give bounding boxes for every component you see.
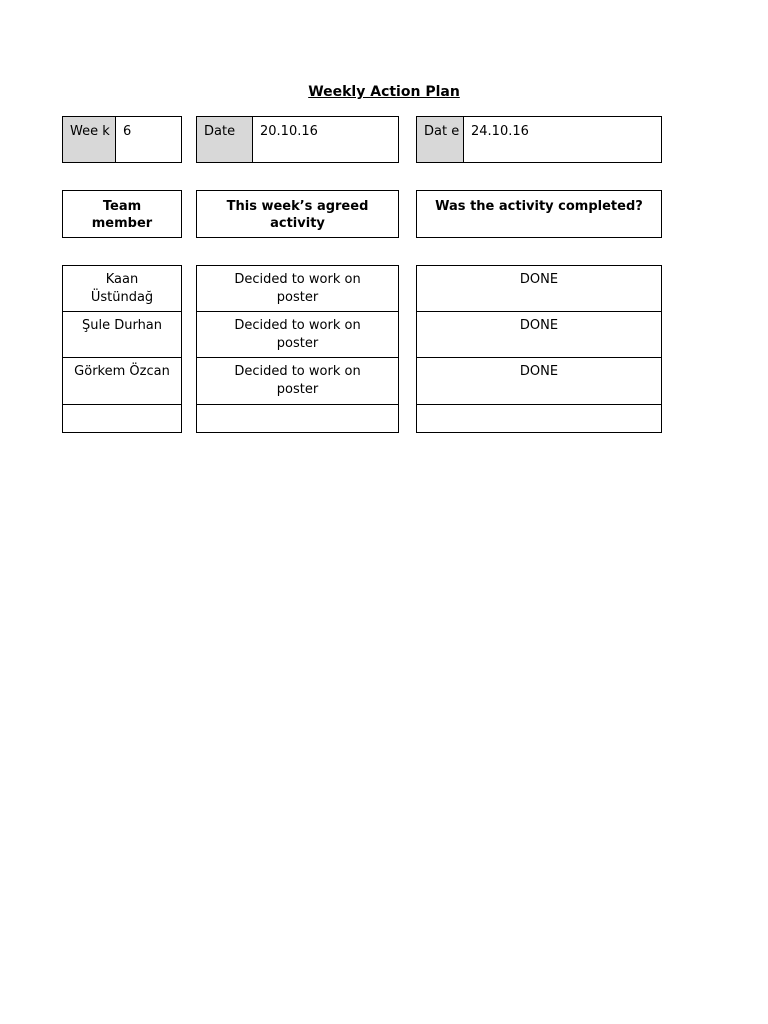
- status-cell: [416, 404, 662, 433]
- activity-cell: Decided to work on poster: [196, 357, 399, 405]
- page-title: Weekly Action Plan: [308, 84, 460, 100]
- week-label: Wee k: [63, 117, 116, 162]
- member-cell: Görkem Özcan: [62, 357, 182, 405]
- header-activity-completed: Was the activity completed?: [416, 190, 662, 238]
- status-cell: DONE: [416, 357, 662, 405]
- date-box: [196, 116, 399, 163]
- date2-label: Dat e: [417, 117, 464, 162]
- date2-box: [416, 116, 662, 163]
- activity-cell: [196, 404, 399, 433]
- header-team-member: Team member: [62, 190, 182, 238]
- status-cell: DONE: [416, 265, 662, 312]
- date2-value: 24.10.16: [471, 124, 529, 139]
- week-box: [62, 116, 182, 163]
- member-cell: Kaan Üstündağ: [62, 265, 182, 312]
- activity-cell: Decided to work on poster: [196, 311, 399, 358]
- week-value: 6: [123, 124, 132, 139]
- date-value: 20.10.16: [260, 124, 318, 139]
- status-cell: DONE: [416, 311, 662, 358]
- member-cell: [62, 404, 182, 433]
- activity-cell: Decided to work on poster: [196, 265, 399, 312]
- member-cell: Şule Durhan: [62, 311, 182, 358]
- header-agreed-activity: This week’s agreed activity: [196, 190, 399, 238]
- date-label: Date: [197, 117, 253, 162]
